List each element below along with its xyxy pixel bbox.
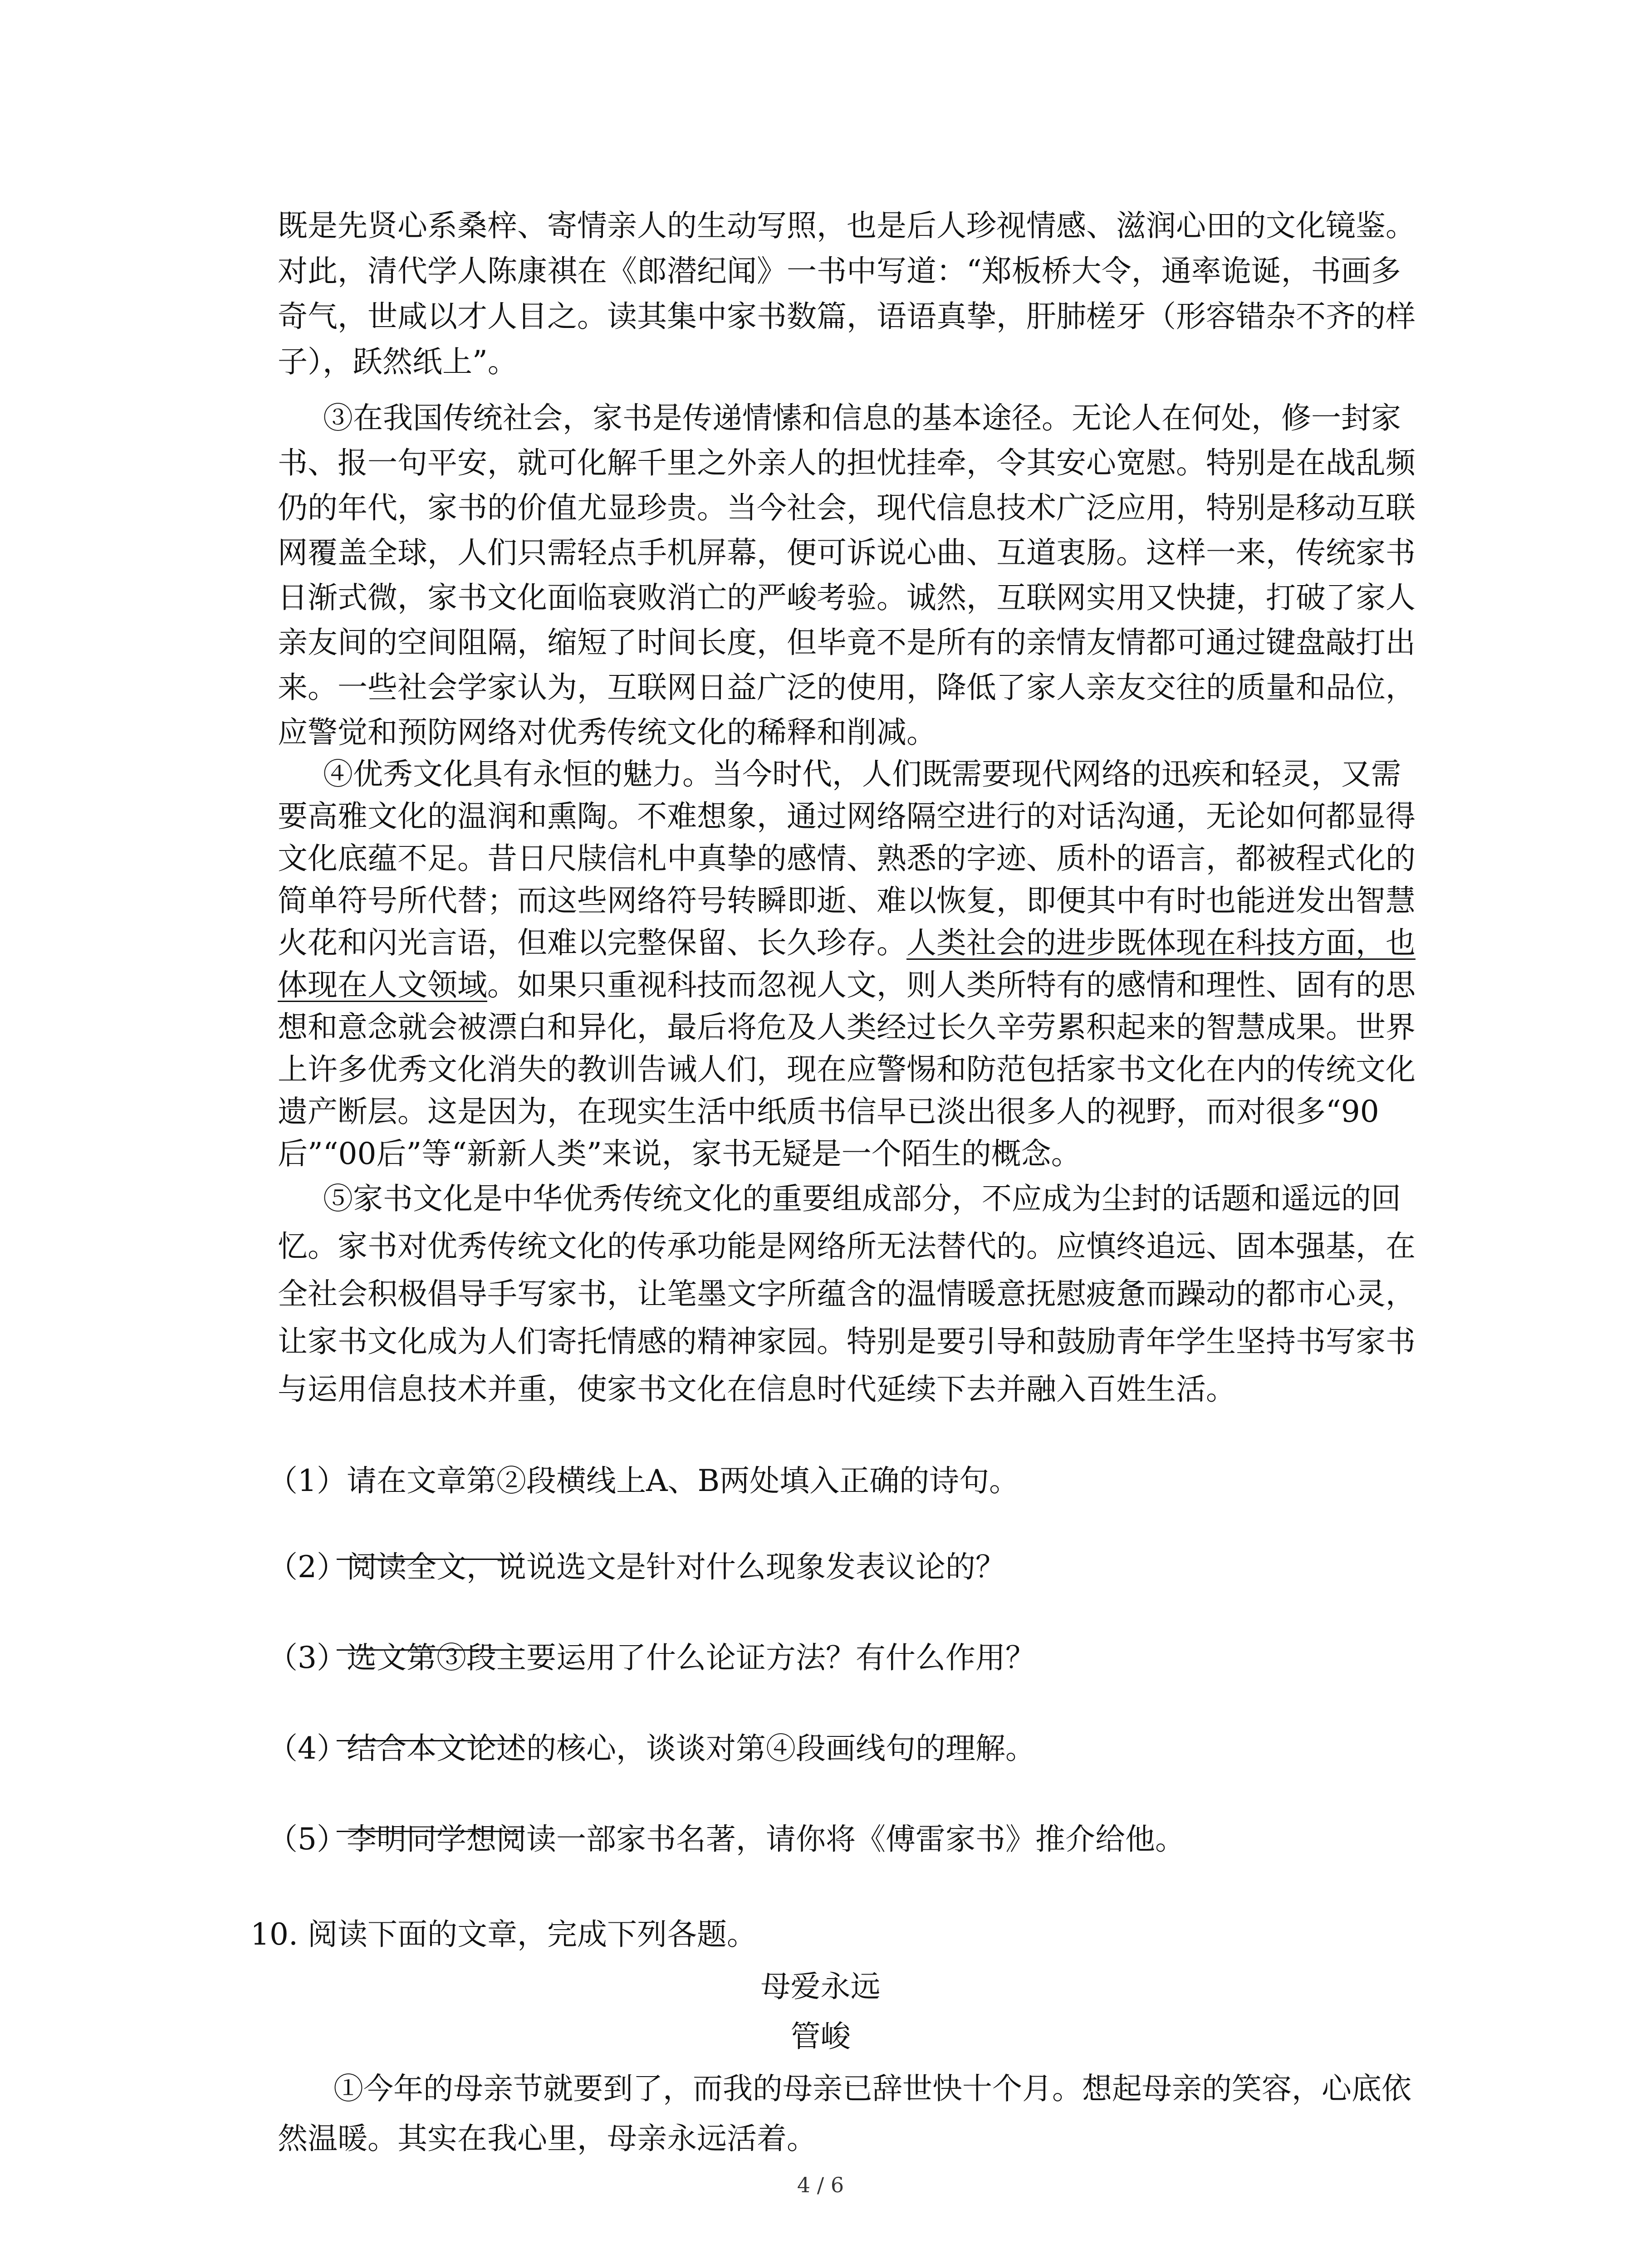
text-line: ⑤家书文化是中华优秀传统文化的重要组成部分，不应成为尘封的话题和遥远的回 — [323, 1181, 1401, 1216]
underlined-sentence: 人类社会的进步既体现在科技方面，也 — [906, 925, 1416, 960]
page-number: 4 / 6 — [797, 2173, 844, 2197]
text-line: 全社会积极倡导手写家书，让笔墨文字所蕴含的温情暖意抚慰疲惫而躁动的都市心灵， — [278, 1276, 1416, 1311]
article-paragraph-1-line-2: 然温暖。其实在我心里，母亲永远活着。 — [278, 2121, 817, 2156]
article-paragraph-1-line-1: ①今年的母亲节就要到了，而我的母亲已辞世快十个月。想起母亲的笑容，心底依 — [333, 2071, 1411, 2106]
text-line: 网覆盖全球，人们只需轻点手机屏幕，便可诉说心曲、互道衷肠。这样一来，传统家书 — [278, 535, 1416, 570]
question-2: （2）阅读全文，说说选文是针对什么现象发表议论的？ — [268, 1549, 1005, 1584]
text-line: 文化底蕴不足。昔日尺牍信札中真挚的感情、熟悉的字迹、质朴的语言，都被程式化的 — [278, 841, 1416, 876]
text-line: 来。一些社会学家认为，互联网日益广泛的使用，降低了家人亲友交往的质量和品位， — [278, 670, 1416, 705]
question-3: （3）选文第③段主要运用了什么论证方法？有什么作用？ — [268, 1640, 1035, 1675]
text-line: 奇气，世咸以才人目之。读其集中家书数篇，语语真挚，肝肺槎牙（形容错杂不齐的样 — [278, 299, 1416, 334]
question-1: （1）请在文章第②段横线上A、B两处填入正确的诗句。 — [268, 1463, 1019, 1498]
article-title: 母爱永远 — [760, 1969, 881, 2004]
text-line: 既是先贤心系桑梓、寄情亲人的生动写照，也是后人珍视情感、滋润心田的文化镜鉴。 — [278, 208, 1416, 243]
text-line: 简单符号所代替；而这些网络符号转瞬即逝、难以恢复，即便其中有时也能迸发出智慧 — [278, 883, 1416, 918]
question-4: （4）结合本文论述的核心，谈谈对第④段画线句的理解。 — [268, 1731, 1035, 1766]
text-line: 书、报一句平安，就可化解千里之外亲人的担忧挂牵，令其安心宽慰。特别是在战乱频 — [278, 445, 1416, 480]
text-line: ④优秀文化具有永恒的魅力。当今时代，人们既需要现代网络的迅疾和轻灵，又需 — [323, 757, 1401, 792]
underlined-sentence: 体现在人文领域 — [278, 968, 487, 1002]
text-line: 亲友间的空间阻隔，缩短了时间长度，但毕竟不是所有的亲情友情都可通过键盘敲打出 — [278, 625, 1416, 660]
text-segment: 火花和闪光言语，但难以完整保留、长久珍存。 — [278, 925, 906, 960]
text-line: 遗产断层。这是因为，在现实生活中纸质书信早已淡出很多人的视野，而对很多“90 — [278, 1094, 1379, 1129]
text-line: 与运用信息技术并重，使家书文化在信息时代延续下去并融入百姓生活。 — [278, 1372, 1236, 1407]
text-line: 想和意念就会被漂白和异化，最后将危及人类经过长久辛劳累积起来的智慧成果。世界 — [278, 1010, 1416, 1045]
text-line: 应警觉和预防网络对优秀传统文化的稀释和削减。 — [278, 715, 936, 750]
text-line: ③在我国传统社会，家书是传递情愫和信息的基本途径。无论人在何处，修一封家 — [323, 401, 1401, 435]
text-segment: 。如果只重视科技而忽视人文，则人类所特有的感情和理性、固有的思 — [487, 968, 1416, 1002]
text-line: 后”“00后”等“新新人类”来说，家书无疑是一个陌生的概念。 — [278, 1136, 1081, 1171]
article-author: 管峻 — [790, 2019, 851, 2054]
text-line: 忆。家书对优秀传统文化的传承功能是网络所无法替代的。应慎终追远、固本强基，在 — [278, 1229, 1416, 1264]
text-line: 让家书文化成为人们寄托情感的精神家园。特别是要引导和鼓励青年学生坚持书写家书 — [278, 1324, 1416, 1359]
text-line: 要高雅文化的温润和熏陶。不难想象，通过网络隔空进行的对话沟通，无论如何都显得 — [278, 799, 1416, 834]
text-line: 对此，清代学人陈康祺在《郎潜纪闻》一书中写道：“郑板桥大令，通率诡诞，书画多 — [278, 254, 1401, 288]
text-line: 上许多优秀文化消失的教训告诫人们，现在应警惕和防范包括家书文化在内的传统文化 — [278, 1052, 1416, 1087]
text-line: 子），跃然纸上”。 — [278, 344, 518, 379]
section-10-heading: 10. 阅读下面的文章，完成下列各题。 — [250, 1917, 757, 1952]
text-line: 仍的年代，家书的价值尤显珍贵。当今社会，现代信息技术广泛应用，特别是移动互联 — [278, 490, 1416, 525]
question-5: （5）李明同学想阅读一部家书名著，请你将《傅雷家书》推介给他。 — [268, 1822, 1185, 1857]
text-line: 日渐式微，家书文化面临衰败消亡的严峻考验。诚然，互联网实用又快捷，打破了家人 — [278, 580, 1416, 615]
